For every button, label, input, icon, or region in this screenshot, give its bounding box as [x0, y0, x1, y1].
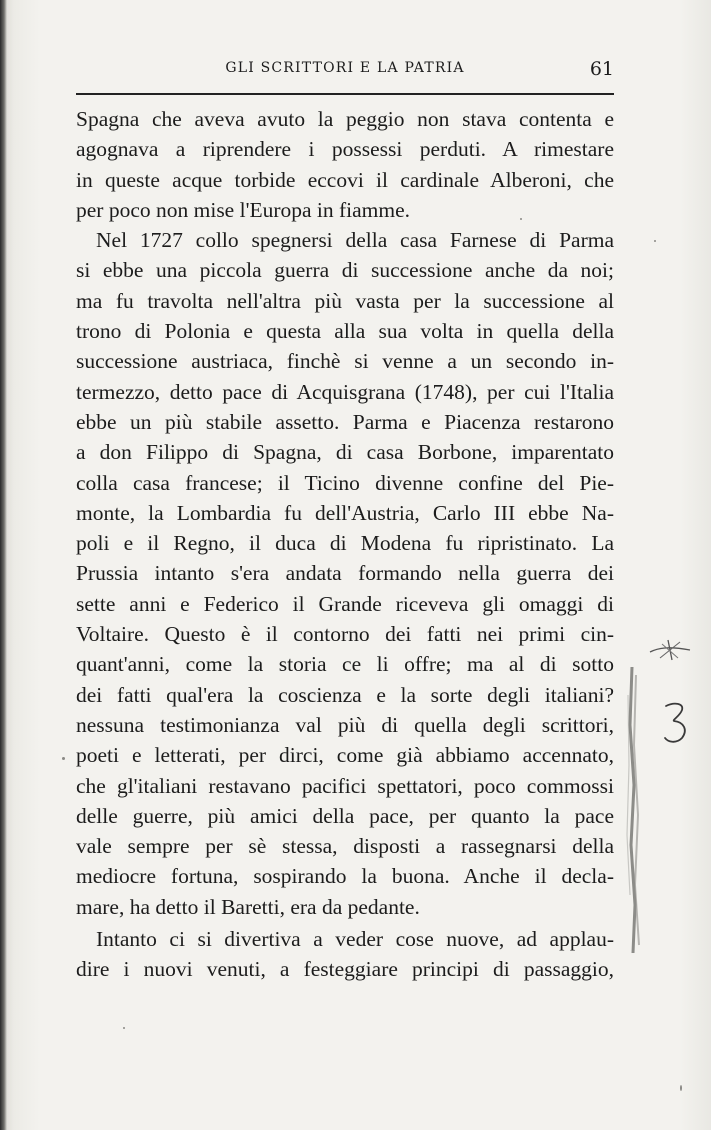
body-text — [76, 104, 614, 985]
text-line: ebbe un più stabile assetto. Parma e Piacenza restarono — [76, 409, 614, 434]
text-line: colla casa francese; il Ticino divenne confine del Pie- — [76, 470, 614, 495]
pencil-star-mark — [648, 636, 692, 664]
paper-speck — [123, 1027, 125, 1029]
text-line: termezzo, detto pace di Acquisgrana (1748), per cui l'Italia — [76, 379, 614, 404]
text-line: sette anni e Federico il Grande riceveva gli omaggi di — [76, 591, 614, 616]
text-line: monte, la Lombardia fu dell'Austria, Carlo III ebbe Na- — [76, 500, 614, 525]
paper-speck — [680, 1085, 682, 1091]
text-line: dire i nuovi venuti, a festeggiare principi di passaggio, — [76, 957, 614, 982]
text-line: Intanto ci si divertiva a veder cose nuove, ad applau- — [96, 927, 614, 952]
text-line: per poco non mise l'Europa in fiamme. — [76, 197, 411, 222]
paper-speck — [520, 218, 522, 220]
text-line: quant'anni, come la storia ce li offre; ma al di sotto — [76, 652, 614, 677]
binding-edge — [0, 0, 7, 1130]
text-line: Nel 1727 collo spegnersi della casa Farnese di Parma — [96, 228, 614, 253]
text-line: nessuna testimonianza val più di quella degli scrittori, — [76, 712, 614, 737]
text-line: successione austriaca, finchè si venne a un secondo in- — [76, 349, 614, 374]
running-title: GLI SCRITTORI E LA PATRIA — [225, 60, 465, 76]
text-line: vale sempre per sè stessa, disposti a rassegnarsi della — [76, 834, 614, 859]
header-rule — [76, 93, 614, 95]
text-line: Voltaire. Questo è il contorno dei fatti nei primi cin- — [76, 622, 614, 647]
text-line: mare, ha detto il Baretti, era da pedante. — [76, 894, 420, 919]
pencil-margin-line — [612, 665, 642, 955]
page-number: 61 — [589, 58, 614, 80]
text-line: Prussia intanto s'era andata formando nella guerra dei — [76, 561, 614, 586]
paper-speck — [62, 757, 65, 760]
text-line: dei fatti qual'era la coscienza e la sorte degli italiani? — [76, 682, 614, 707]
text-line: a don Filippo di Spagna, di casa Borbone, imparentato — [76, 440, 614, 465]
text-line: delle guerre, più amici della pace, per quanto la pace — [76, 803, 614, 828]
text-line: poeti e letterati, per dirci, come già abbiamo accennato, — [76, 743, 614, 768]
text-line: mediocre fortuna, sospirando la buona. Anche il decla- — [76, 864, 614, 889]
text-line: che gl'italiani restavano pacifici spettatori, poco commossi — [76, 773, 614, 798]
text-line: in queste acque torbide eccovi il cardinale Alberoni, che — [76, 167, 614, 192]
page-header — [76, 60, 614, 86]
text-line: agognava a riprendere i possessi perduti. A rimestare — [76, 137, 614, 162]
text-line: trono di Polonia e questa alla sua volta in quella della — [76, 319, 614, 344]
text-line: ma fu travolta nell'altra più vasta per la successione al — [76, 288, 614, 313]
handwritten-margin-numeral — [662, 700, 692, 746]
text-line: poli e il Regno, il duca di Modena fu ripristinato. La — [76, 531, 614, 556]
text-line: si ebbe una piccola guerra di successione anche da noi; — [76, 258, 614, 283]
paper-speck — [654, 240, 656, 242]
text-line: Spagna che aveva avuto la peggio non stava contenta e — [76, 107, 614, 131]
